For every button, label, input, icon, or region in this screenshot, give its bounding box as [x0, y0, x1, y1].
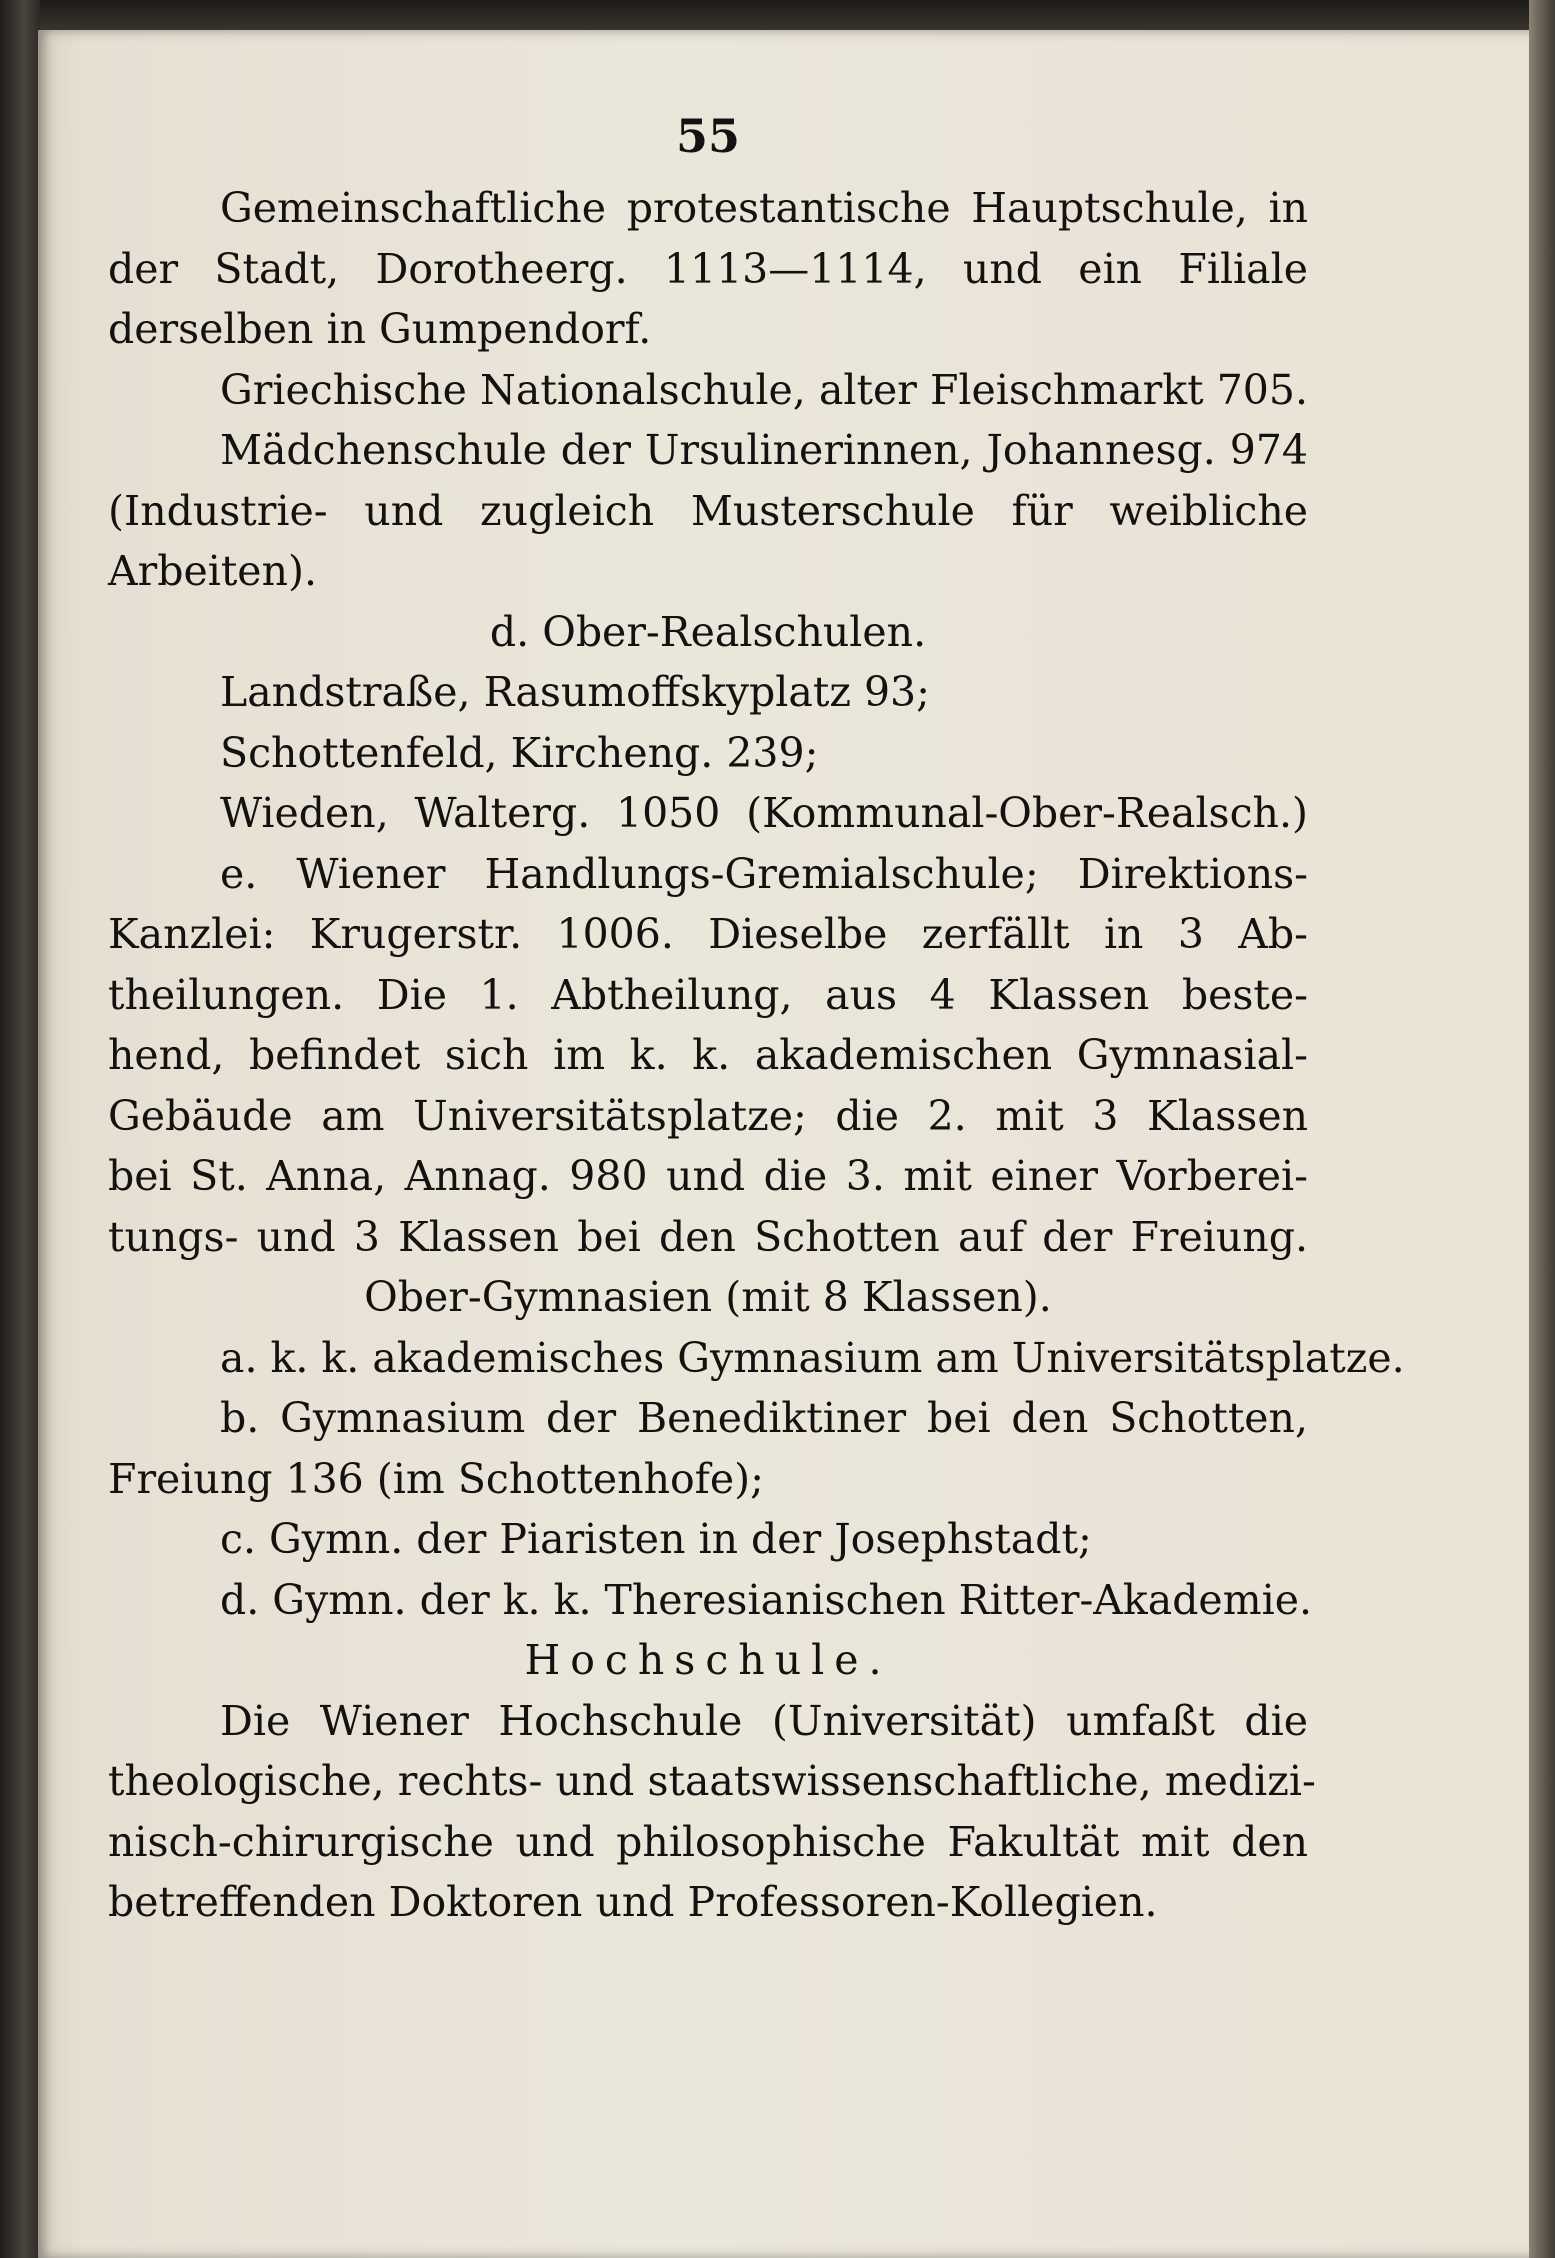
section-heading-ober-gymnasien: Ober-Gymnasien (mit 8 Klassen). [364, 1273, 1052, 1321]
page-edge-right [1529, 0, 1555, 2258]
text-line: Landstraße, Rasumoffskyplatz 93; [220, 668, 930, 716]
text-line: Griechische Nationalschule, alter Fleischmarkt 705. [220, 365, 1308, 414]
text-line: Gemeinschaftliche protestantische Hauptschule, in [220, 184, 1308, 232]
text-line: b. Gymnasium der Benediktiner bei den Schotten, [220, 1394, 1308, 1442]
text-line: theologische, rechts- und staatswissenschaftliche, medizi- [108, 1757, 1316, 1805]
text-line: nisch-chirurgische und philosophische Fakultät mit den [108, 1817, 1308, 1866]
text-line: e. Wiener Handlungs-Gremialschule; Direktions- [220, 849, 1308, 898]
section-heading-hochschule: Hochschule. [524, 1636, 892, 1684]
page-text-block [108, 100, 1405, 1933]
text-line: Schottenfeld, Kircheng. 239; [220, 728, 819, 777]
text-line: tungs- und 3 Klassen bei den Schotten auf der Freiung. [108, 1212, 1308, 1261]
book-binding-top [0, 0, 1555, 34]
text-line: bei St. Anna, Annag. 980 und die 3. mit einer Vorberei- [108, 1152, 1308, 1200]
text-line: Arbeiten). [108, 547, 318, 595]
text-line: c. Gymn. der Piaristen in der Josephstadt; [220, 1515, 1092, 1563]
text-line: d. Gymn. der k. k. Theresianischen Ritter-Akademie. [220, 1575, 1312, 1624]
text-line: Gebäude am Universitätsplatze; die 2. mit 3 Klassen [108, 1091, 1308, 1140]
text-line: a. k. k. akademisches Gymnasium am Universitätsplatze. [220, 1333, 1405, 1382]
text-line: Mädchenschule der Ursulinerinnen, Johannesg. 974 [220, 426, 1308, 474]
text-line: Die Wiener Hochschule (Universität) umfaßt die [220, 1696, 1308, 1745]
text-line: der Stadt, Dorotheerg. 1113—1114, und ein Filiale [108, 244, 1308, 293]
text-line: derselben in Gumpendorf. [108, 305, 652, 353]
text-line: Kanzlei: Krugerstr. 1006. Dieselbe zerfällt in 3 Ab- [108, 910, 1308, 958]
text-line: (Industrie- und zugleich Musterschule für weibliche [108, 486, 1308, 535]
section-heading-ober-realschulen: d. Ober-Realschulen. [489, 607, 927, 656]
text-line: hend, befindet sich im k. k. akademischen Gymnasial- [108, 1031, 1308, 1079]
text-line: theilungen. Die 1. Abtheilung, aus 4 Klassen beste- [108, 970, 1308, 1019]
page-number: 55 [675, 109, 740, 163]
text-line: Wieden, Walterg. 1050 (Kommunal-Ober-Realsch.) [220, 789, 1308, 837]
text-line: betreffenden Doktoren und Professoren-Kollegien. [108, 1878, 1158, 1926]
book-gutter [0, 0, 40, 2258]
text-line: Freiung 136 (im Schottenhofe); [108, 1454, 764, 1503]
